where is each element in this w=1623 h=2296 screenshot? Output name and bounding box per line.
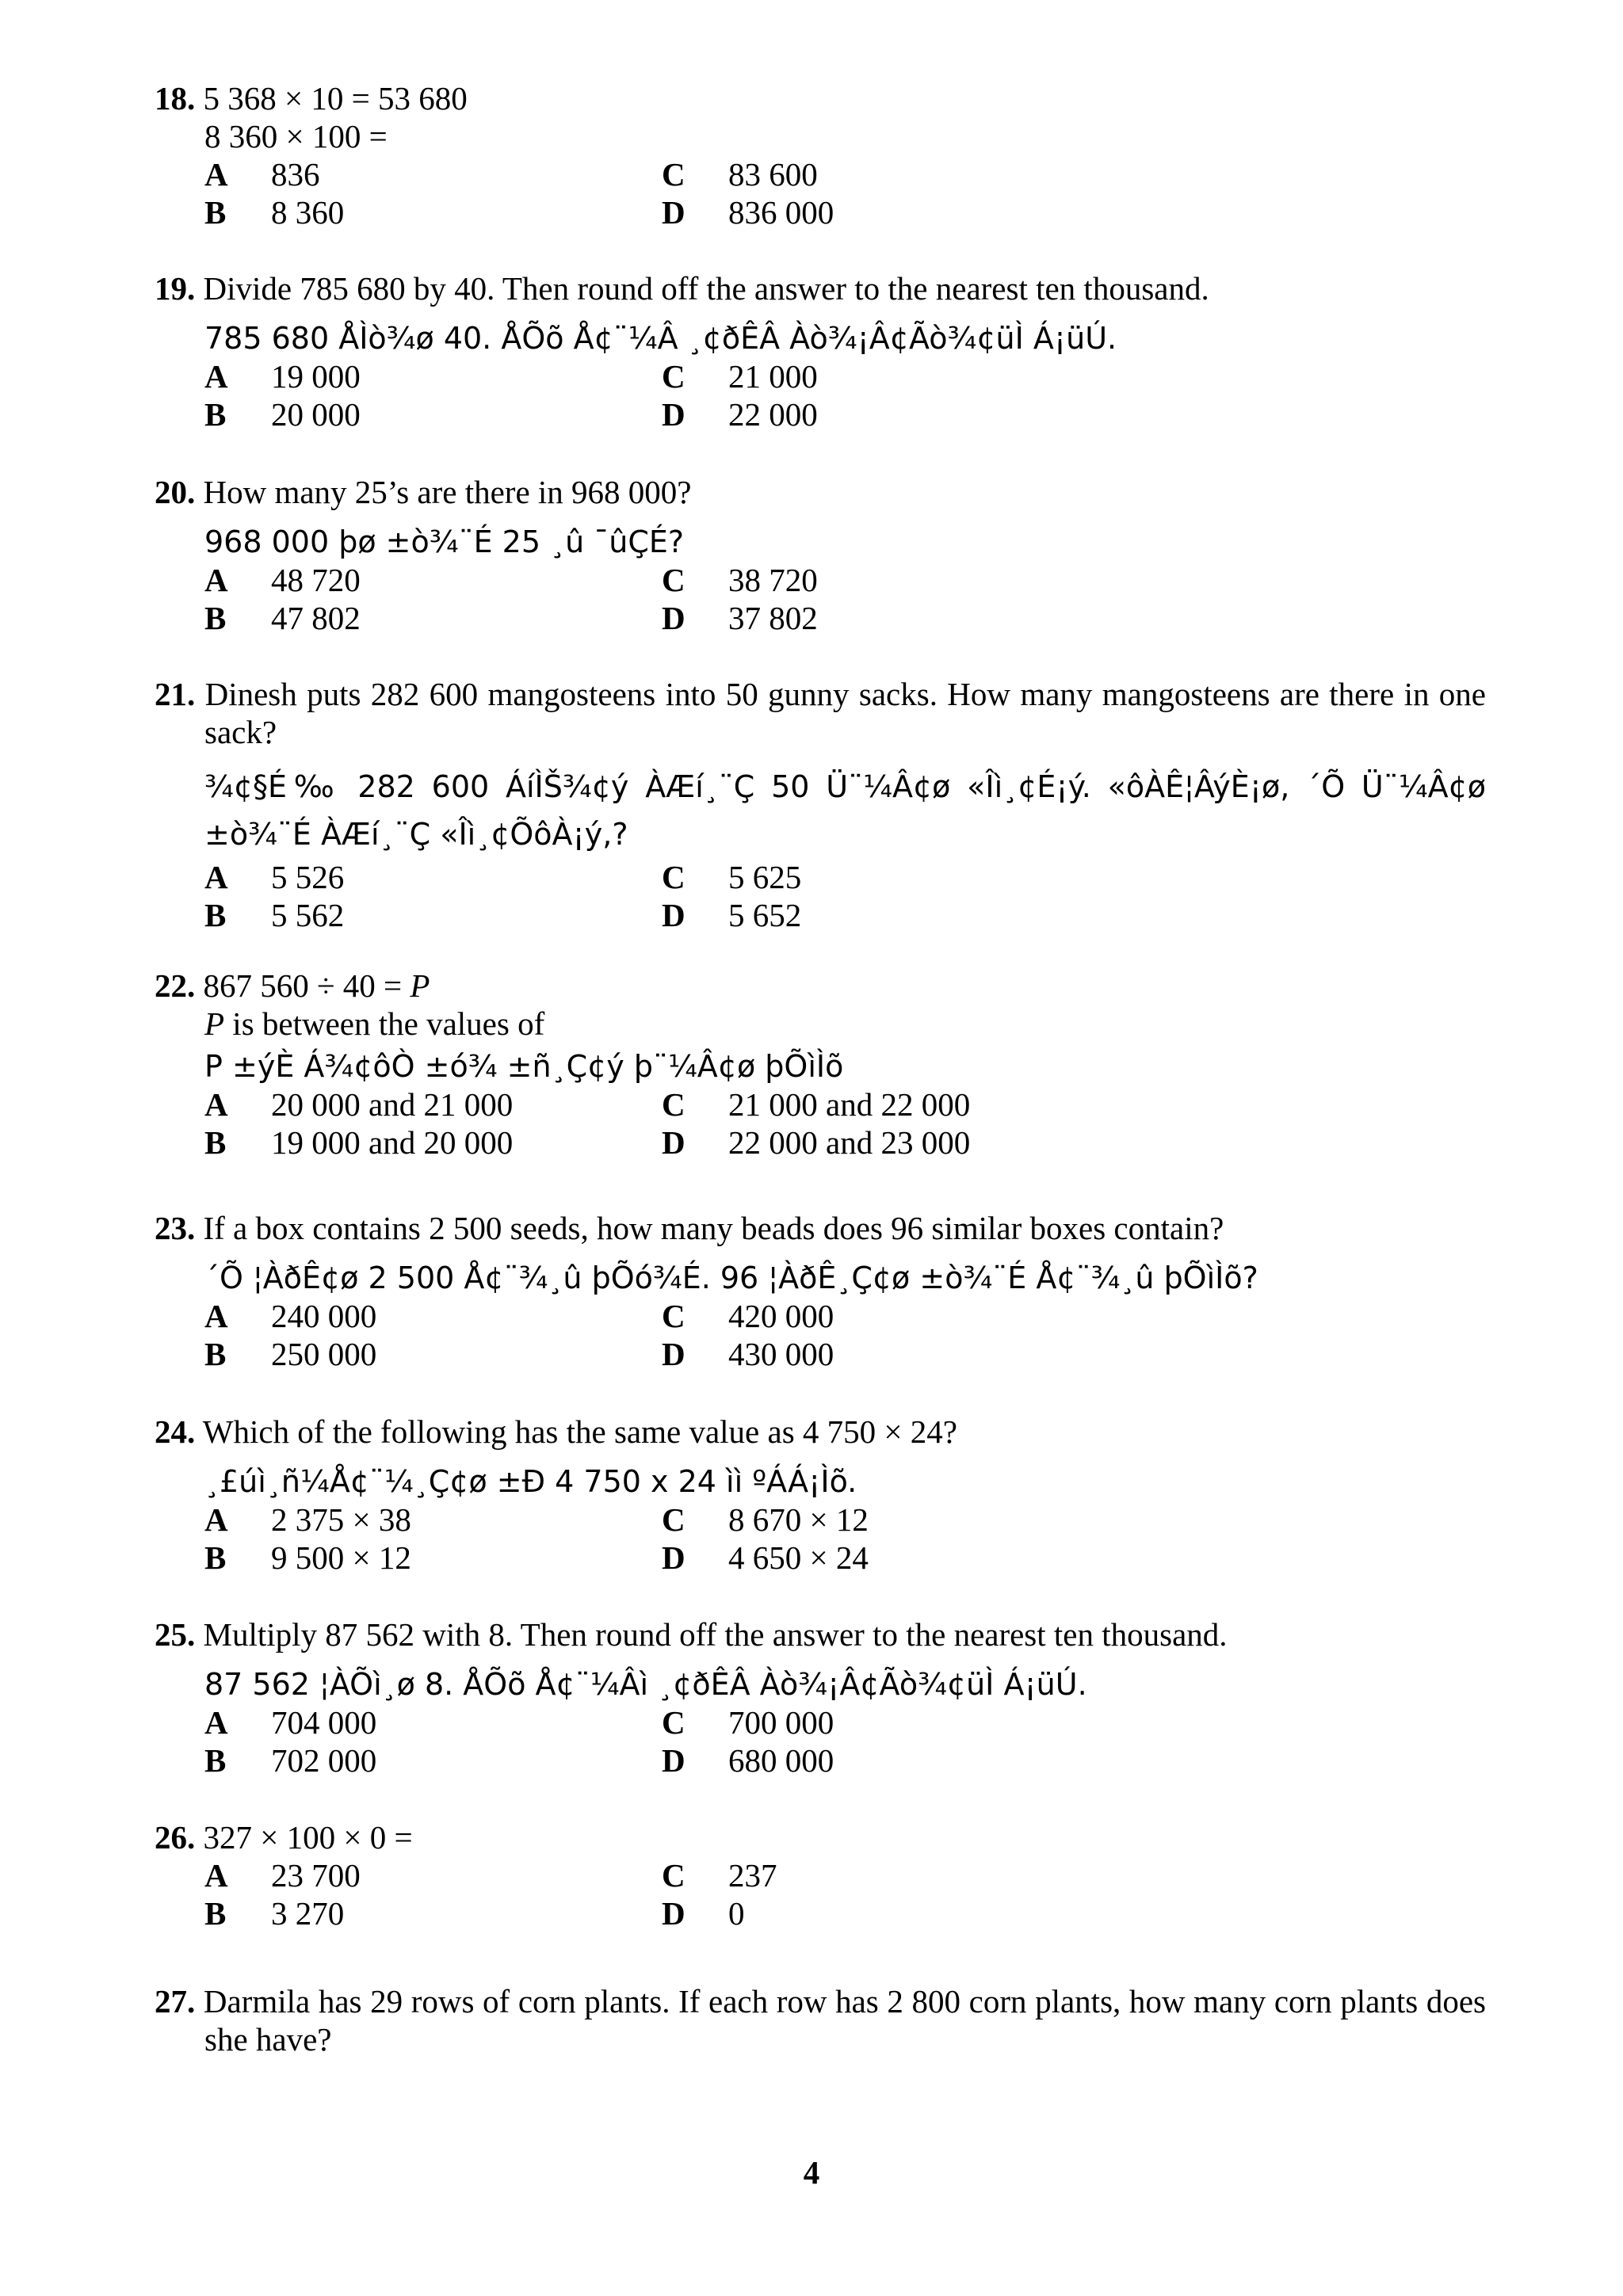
options: A 704 000 B 702 000 C 700 000 D 680 000 <box>204 1704 834 1779</box>
question-number: 21. <box>155 676 196 712</box>
question-number: 25. <box>155 1616 196 1653</box>
question-text: If a box contains 2 500 seeds, how many beads does 96 similar boxes contain? <box>203 1210 1224 1246</box>
variable-p: P <box>204 1005 225 1042</box>
question-text: 867 560 ÷ 40 = <box>203 967 411 1004</box>
question-text-tamil: ´Õ ¦ÀðÊ¢ø 2 500 Å¢¨¾¸û þÕó¾É. 96 ¦ÀðÊ¸Ç¢ø ±ò¾¨É Å¢¨¾¸û þÕìÌõ? <box>204 1261 1258 1295</box>
question-text-tamil: ¸£úì¸ñ¼Å¢¨¼¸Ç¢ø ±Ð 4 750 x 24 ìì ºÁÁ¡Ìõ. <box>204 1464 857 1499</box>
question-text-tamil: 785 680 ÅÌò¾ø 40. ÅÕõ Å¢¨¼Â ¸¢ðÊÂ Àò¾¡Â¢Ãò¾¢üÌ Á¡üÚ. <box>204 321 1117 356</box>
question-text-tamil: P ±ýÈ Á¾¢ôÒ ±ó¾ ±ñ¸Ç¢ý þ¨¼Â¢ø þÕìÌõ <box>204 1049 844 1084</box>
question-text: How many 25’s are there in 968 000? <box>203 474 692 510</box>
question-number: 22. <box>155 967 196 1004</box>
question-21 <box>155 675 1486 934</box>
options: A 48 720 B 47 802 C 38 720 D 37 802 <box>204 562 818 636</box>
question-text-line2: is between the values of <box>224 1005 545 1042</box>
options: A 240 000 B 250 000 C 420 000 D 430 000 <box>204 1298 834 1372</box>
question-text: 327 × 100 × 0 = <box>203 1819 413 1855</box>
question-text: Darmila has 29 rows of corn plants. If each row has 2 800 corn plants, how many corn plants does she have? <box>203 1983 1486 2058</box>
question-27 <box>155 1982 1486 2058</box>
question-text-tamil: ¾¢§É‰ 282 600 ÁíÌŠ¾¢ý ÀÆí¸¨Ç 50 Ü¨¼Â¢ø «Îì¸¢É¡ý. «ôÀÊ¦ÂýÈ¡ø, ´Õ Ü¨¼Â¢ø ±ò¾¨É ÀÆí¸¨Ç «Îì¸¢ÕôÀ¡ý,? <box>204 769 1486 852</box>
options: A 2 375 × 38 B 9 500 × 12 C 8 670 × 12 D 4 650 × 24 <box>204 1501 869 1576</box>
question-number: 19. <box>155 270 196 307</box>
options: A 19 000 B 20 000 C 21 000 D 22 000 <box>204 358 818 433</box>
question-23 <box>155 1209 1486 1373</box>
question-number: 27. <box>155 1983 196 2019</box>
options: A 20 000 and 21 000 B 19 000 and 20 000 C 21 000 and 22 000 D 22 000 and 23 000 <box>204 1086 971 1161</box>
question-number: 18. <box>155 80 196 116</box>
question-22 <box>155 967 1486 1161</box>
question-number: 20. <box>155 474 196 510</box>
question-19 <box>155 269 1486 433</box>
question-number: 24. <box>155 1413 196 1450</box>
options: A 23 700 B 3 270 C 237 D 0 <box>204 1857 777 1932</box>
question-20 <box>155 473 1486 637</box>
question-text-line2: 8 360 × 100 = <box>204 118 388 154</box>
question-text-tamil: 968 000 þø ±ò¾¨É 25 ¸û ¯ûÇÉ? <box>204 524 685 559</box>
question-24 <box>155 1413 1486 1577</box>
question-text: Which of the following has the same value as 4 750 × 24? <box>202 1413 957 1450</box>
question-number: 23. <box>155 1210 196 1246</box>
question-text: Dinesh puts 282 600 mangosteens into 50 gunny sacks. How many mangosteens are there in one sack? <box>204 676 1487 750</box>
options: A 5 526 B 5 562 C 5 625 D 5 652 <box>204 859 802 933</box>
question-18 <box>155 79 1486 231</box>
question-text: Divide 785 680 by 40. Then round off the answer to the nearest ten thousand. <box>203 270 1209 307</box>
page-number: 4 <box>803 2154 820 2191</box>
question-25 <box>155 1615 1486 1779</box>
question-number: 26. <box>155 1819 196 1855</box>
question-text-tamil: 87 562 ¦ÀÕì¸ø 8. ÅÕõ Å¢¨¼Âì ¸¢ðÊÂ Àò¾¡Â¢Ãò¾¢üÌ Á¡üÚ. <box>204 1667 1087 1702</box>
question-text: Multiply 87 562 with 8. Then round off the answer to the nearest ten thousand. <box>203 1616 1228 1653</box>
variable-p: P <box>410 967 430 1004</box>
options: A 836 B 8 360 C 83 600 D 836 000 <box>204 156 834 231</box>
question-26 <box>155 1818 1486 1932</box>
question-text: 5 368 × 10 = 53 680 <box>203 80 468 116</box>
